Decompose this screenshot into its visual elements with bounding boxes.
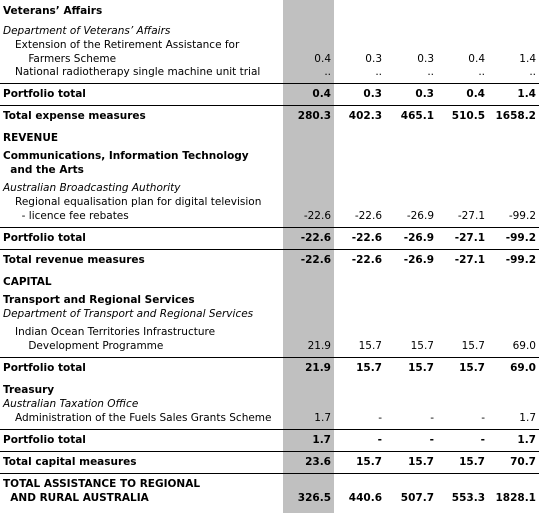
section-heading bbox=[0, 24, 539, 38]
value-cell: 0.4 bbox=[468, 53, 485, 65]
value-cell: -27.1 bbox=[454, 232, 485, 244]
row-label bbox=[3, 433, 86, 447]
value-cell: -27.1 bbox=[454, 254, 485, 266]
table-row bbox=[0, 38, 539, 66]
value-cell: 15.7 bbox=[410, 340, 434, 352]
value-cell: 510.5 bbox=[451, 110, 485, 122]
label-line: Extension of the Retirement Assistance for bbox=[15, 39, 240, 51]
value-cell: .. bbox=[427, 66, 434, 78]
total-row bbox=[0, 433, 539, 447]
heading-label bbox=[3, 293, 195, 307]
label-line: Australian Broadcasting Authority bbox=[3, 182, 181, 194]
total-row bbox=[0, 455, 539, 469]
value-cell: 15.7 bbox=[408, 362, 434, 374]
label-line: Total expense measures bbox=[3, 110, 146, 122]
section-heading bbox=[0, 131, 539, 145]
value-cell: 15.7 bbox=[356, 456, 382, 468]
row-label bbox=[15, 411, 272, 425]
heading-label bbox=[3, 397, 138, 411]
value-cell: -26.9 bbox=[403, 232, 434, 244]
value-cell: 1.4 bbox=[519, 53, 536, 65]
section-heading bbox=[0, 383, 539, 397]
value-cell: 553.3 bbox=[451, 492, 485, 504]
total-row bbox=[0, 87, 539, 101]
value-cell: 15.7 bbox=[461, 340, 485, 352]
heading-label bbox=[3, 275, 52, 289]
row-label bbox=[3, 361, 86, 375]
value-cell: 0.3 bbox=[365, 53, 382, 65]
value-cell: 69.0 bbox=[510, 362, 536, 374]
section-heading bbox=[0, 397, 539, 411]
value-cell: 440.6 bbox=[348, 492, 382, 504]
label-line: Department of Transport and Regional Services bbox=[3, 308, 254, 320]
value-cell: - bbox=[480, 434, 485, 446]
label-line: National radiotherapy single machine unit trial bbox=[15, 66, 261, 78]
value-cell: .. bbox=[529, 66, 536, 78]
label-line: Regional equalisation plan for digital television bbox=[15, 196, 262, 208]
value-cell: 15.7 bbox=[356, 362, 382, 374]
heading-label bbox=[3, 131, 58, 145]
value-cell: -26.9 bbox=[406, 210, 434, 222]
section-heading bbox=[0, 4, 539, 18]
heading-label bbox=[3, 149, 249, 177]
total-row bbox=[0, 253, 539, 267]
label-line: Transport and Regional Services bbox=[3, 294, 195, 306]
value-cell: 1658.2 bbox=[495, 110, 536, 122]
row-label bbox=[3, 477, 200, 505]
value-cell: - bbox=[430, 412, 434, 424]
row-label bbox=[15, 65, 260, 79]
value-cell: - bbox=[378, 412, 382, 424]
value-cell: 21.9 bbox=[307, 340, 331, 352]
section-heading bbox=[0, 181, 539, 195]
label-line: Portfolio total bbox=[3, 362, 86, 374]
value-cell: 0.4 bbox=[466, 88, 485, 100]
section-heading bbox=[0, 149, 539, 177]
row-label bbox=[3, 87, 86, 101]
value-cell: 0.4 bbox=[314, 53, 331, 65]
value-cell: 70.7 bbox=[510, 456, 536, 468]
label-line: Veterans’ Affairs bbox=[3, 5, 103, 17]
section-heading bbox=[0, 275, 539, 289]
row-label bbox=[3, 455, 137, 469]
value-cell: -22.6 bbox=[351, 254, 382, 266]
section-heading bbox=[0, 293, 539, 307]
value-cell: 1828.1 bbox=[495, 492, 536, 504]
value-cell: 326.5 bbox=[297, 492, 331, 504]
row-rule bbox=[0, 429, 539, 430]
value-cell: 1.7 bbox=[517, 434, 536, 446]
heading-label bbox=[3, 307, 253, 321]
value-cell: 15.7 bbox=[358, 340, 382, 352]
row-label bbox=[15, 325, 215, 353]
row-label bbox=[15, 195, 261, 223]
value-cell: -22.6 bbox=[351, 232, 382, 244]
value-cell: -22.6 bbox=[303, 210, 331, 222]
table-row bbox=[0, 195, 539, 223]
value-cell: 402.3 bbox=[348, 110, 382, 122]
label-line: Portfolio total bbox=[3, 434, 86, 446]
value-cell: 0.3 bbox=[417, 53, 434, 65]
row-rule bbox=[0, 357, 539, 358]
heading-label bbox=[3, 4, 102, 18]
value-cell: 507.7 bbox=[400, 492, 434, 504]
value-cell: - bbox=[377, 434, 382, 446]
value-cell: 0.3 bbox=[363, 88, 382, 100]
value-cell: 1.7 bbox=[314, 412, 331, 424]
label-line: Communications, Information Technology bbox=[3, 150, 249, 162]
label-line: Department of Veterans’ Affairs bbox=[3, 25, 171, 37]
label-line: Indian Ocean Territories Infrastructure bbox=[15, 326, 216, 338]
row-rule bbox=[0, 105, 539, 106]
total-row bbox=[0, 477, 539, 505]
row-rule bbox=[0, 249, 539, 250]
value-cell: .. bbox=[375, 66, 382, 78]
value-cell: .. bbox=[478, 66, 485, 78]
value-cell: 15.7 bbox=[459, 362, 485, 374]
label-line: AND RURAL AUSTRALIA bbox=[3, 492, 149, 504]
label-line: Administration of the Fuels Sales Grants Scheme bbox=[15, 412, 272, 424]
value-cell: 23.6 bbox=[305, 456, 331, 468]
value-cell: 465.1 bbox=[400, 110, 434, 122]
label-line: TOTAL ASSISTANCE TO REGIONAL bbox=[3, 478, 201, 490]
value-cell: 0.4 bbox=[312, 88, 331, 100]
label-line: Treasury bbox=[3, 384, 55, 396]
value-cell: - bbox=[481, 412, 485, 424]
value-cell: -22.6 bbox=[300, 254, 331, 266]
total-row bbox=[0, 109, 539, 123]
label-line: Portfolio total bbox=[3, 88, 86, 100]
value-cell: 1.7 bbox=[312, 434, 331, 446]
label-line: - licence fee rebates bbox=[15, 210, 129, 222]
value-cell: - bbox=[429, 434, 434, 446]
heading-label bbox=[3, 24, 170, 38]
heading-label bbox=[3, 181, 180, 195]
table-row bbox=[0, 65, 539, 79]
label-line: Development Programme bbox=[15, 340, 164, 352]
row-rule bbox=[0, 451, 539, 452]
label-line: Total capital measures bbox=[3, 456, 137, 468]
value-cell: 69.0 bbox=[512, 340, 536, 352]
heading-label bbox=[3, 383, 54, 397]
label-line: Portfolio total bbox=[3, 232, 86, 244]
table-row bbox=[0, 411, 539, 425]
value-cell: 280.3 bbox=[297, 110, 331, 122]
label-line: and the Arts bbox=[3, 164, 84, 176]
row-rule bbox=[0, 227, 539, 228]
label-line: Farmers Scheme bbox=[15, 53, 117, 65]
value-cell: -26.9 bbox=[403, 254, 434, 266]
total-row bbox=[0, 231, 539, 245]
value-cell: 21.9 bbox=[305, 362, 331, 374]
value-cell: 0.3 bbox=[415, 88, 434, 100]
row-rule bbox=[0, 83, 539, 84]
total-row bbox=[0, 361, 539, 375]
row-label bbox=[3, 231, 86, 245]
value-cell: -99.2 bbox=[505, 232, 536, 244]
value-cell: 1.4 bbox=[517, 88, 536, 100]
table-row bbox=[0, 325, 539, 353]
label-line: REVENUE bbox=[3, 132, 59, 144]
section-heading bbox=[0, 307, 539, 321]
label-line: Australian Taxation Office bbox=[3, 398, 139, 410]
value-cell: -22.6 bbox=[354, 210, 382, 222]
row-label bbox=[3, 253, 145, 267]
value-cell: 15.7 bbox=[459, 456, 485, 468]
row-label bbox=[3, 109, 146, 123]
value-cell: .. bbox=[324, 66, 331, 78]
value-cell: -99.2 bbox=[505, 254, 536, 266]
value-cell: -27.1 bbox=[457, 210, 485, 222]
value-cell: 1.7 bbox=[519, 412, 536, 424]
label-line: Total revenue measures bbox=[3, 254, 145, 266]
row-label bbox=[15, 38, 239, 66]
value-cell: 15.7 bbox=[408, 456, 434, 468]
value-cell: -99.2 bbox=[508, 210, 536, 222]
value-cell: -22.6 bbox=[300, 232, 331, 244]
label-line: CAPITAL bbox=[3, 276, 52, 288]
row-rule bbox=[0, 473, 539, 474]
